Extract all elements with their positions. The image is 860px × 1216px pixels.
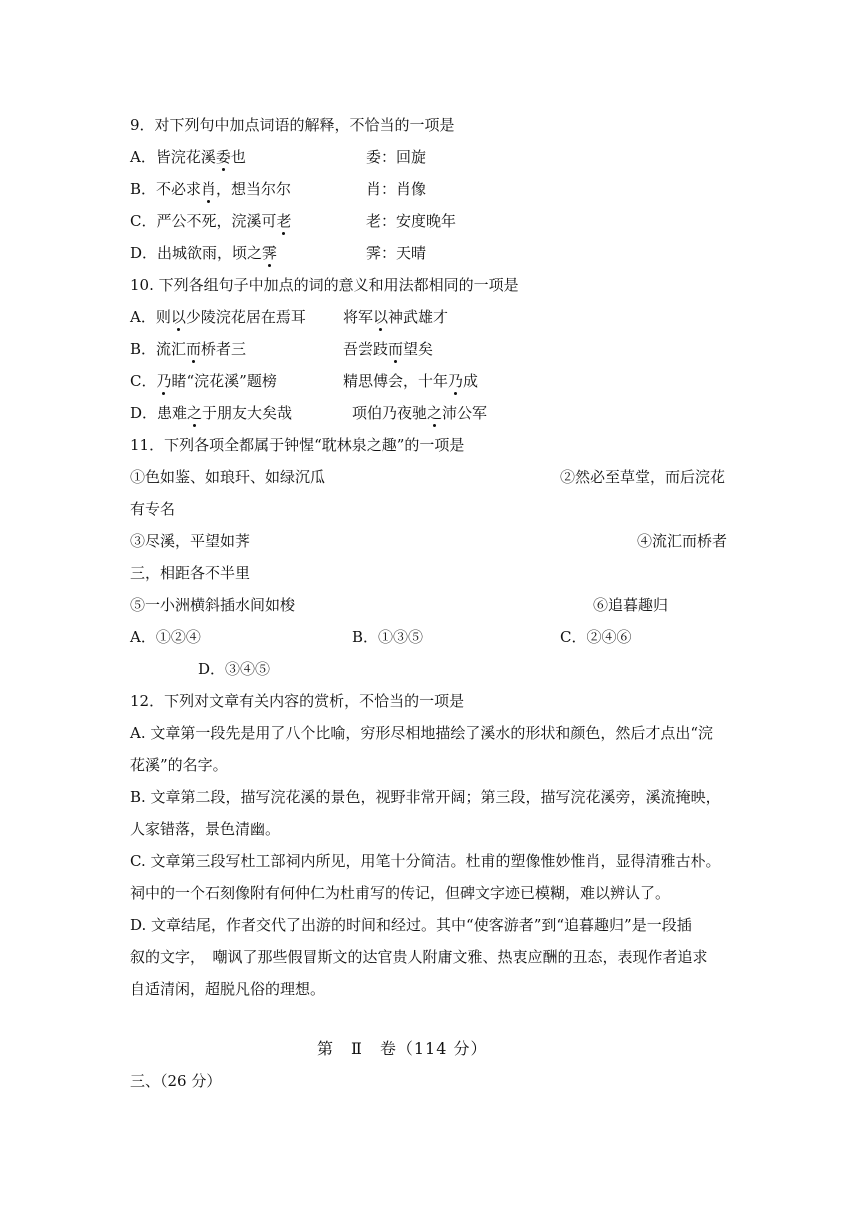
q10-option-a-pair: 将军以神武雄才: [343, 308, 449, 326]
q10-option-c: C．乃睹“浣花溪”题榜: [130, 372, 277, 390]
q9-option-d-explanation: 霁：天晴: [366, 244, 427, 262]
q9-option-b: B．不必求肖，想当尔尔: [130, 180, 292, 198]
q12-option-b-line1: B. 文章第二段，描写浣花溪的景色，视野非常开阔；第三段，描写浣花溪旁，溪流掩映，: [130, 788, 721, 806]
q10-option-b-pair: 吾尝跂而望矣: [343, 340, 434, 358]
q12-option-d-line2: 叙的文字， 嘲讽了那些假冒斯文的达官贵人附庸文雅、热衷应酬的丑态，表现作者追求: [130, 948, 708, 966]
q9-stem: 9．对下列句中加点词语的解释，不恰当的一项是: [130, 116, 455, 134]
q12-option-c-line2: 祠中的一个石刻像附有何仲仁为杜甫写的传记，但碑文字迹已模糊，难以辨认了。: [130, 884, 671, 902]
section-subheading: 三、（26 分）: [130, 1072, 222, 1090]
q11-item-5: ⑤一小洲横斜插水间如梭: [130, 596, 296, 614]
q12-option-a-line2: 花溪”的名字。: [130, 756, 228, 774]
q11-item-6: ⑥追暮趣归: [593, 596, 669, 614]
q11-item-2: ②然必至草堂，而后浣花: [560, 468, 726, 486]
q12-option-d-line1: D. 文章结尾，作者交代了出游的时间和经过。其中“使客游者”到“追暮趣归”是一段插: [130, 916, 692, 934]
q11-item-1: ①色如鉴、如琅玕、如绿沉瓜: [130, 468, 326, 486]
q9-option-c: C．严公不死，浣溪可老: [130, 212, 292, 230]
q10-option-c-pair: 精思傅会，十年乃成: [343, 372, 479, 390]
q12-stem: 12．下列对文章有关内容的赏析，不恰当的一项是: [130, 692, 465, 710]
q9-option-c-explanation: 老：安度晚年: [366, 212, 457, 230]
q12-option-a-line1: A. 文章第一段先是用了八个比喻，穷形尽相地描绘了溪水的形状和颜色，然后才点出“浣: [130, 724, 714, 742]
q10-option-d-pair: 项伯乃夜驰之沛公军: [352, 404, 488, 422]
q9-option-b-explanation: 肖：肖像: [366, 180, 427, 198]
q11-option-d: D．③④⑤: [198, 660, 271, 678]
q10-option-b: B．流汇而桥者三: [130, 340, 247, 358]
q11-option-a: A．①②④: [130, 628, 201, 646]
q11-item-4: ④流汇而桥者: [637, 532, 728, 550]
q11-option-b: B．①③⑤: [352, 628, 424, 646]
q11-item-4-continued: 三，相距各不半里: [130, 564, 251, 582]
q12-option-c-line1: C. 文章第三段写杜工部祠内所见，用笔十分简洁。杜甫的塑像惟妙惟肖，显得清雅古朴。: [130, 852, 721, 870]
q10-stem: 10. 下列各组句子中加点的词的意义和用法都相同的一项是: [130, 276, 519, 294]
q10-option-a: A．则以少陵浣花居在焉耳: [130, 308, 306, 326]
q12-option-b-line2: 人家错落，景色清幽。: [130, 820, 281, 838]
q11-stem: 11．下列各项全都属于钟惺“耽林泉之趣”的一项是: [130, 436, 465, 454]
q9-option-a: A．皆浣花溪委也: [130, 148, 246, 166]
q9-option-d: D．出城欲雨，顷之霁: [130, 244, 278, 262]
q9-option-a-explanation: 委：回旋: [366, 148, 427, 166]
section-title: 第 Ⅱ 卷（114 分）: [317, 1039, 488, 1058]
q12-option-d-line3: 自适清闲，超脱凡俗的理想。: [130, 980, 326, 998]
q10-option-d: D．患难之于朋友大矣哉: [130, 404, 293, 422]
q11-option-c: C．②④⑥: [560, 628, 632, 646]
q11-item-3: ③尽溪，平望如荠: [130, 532, 251, 550]
q11-item-2-continued: 有专名: [130, 500, 176, 518]
